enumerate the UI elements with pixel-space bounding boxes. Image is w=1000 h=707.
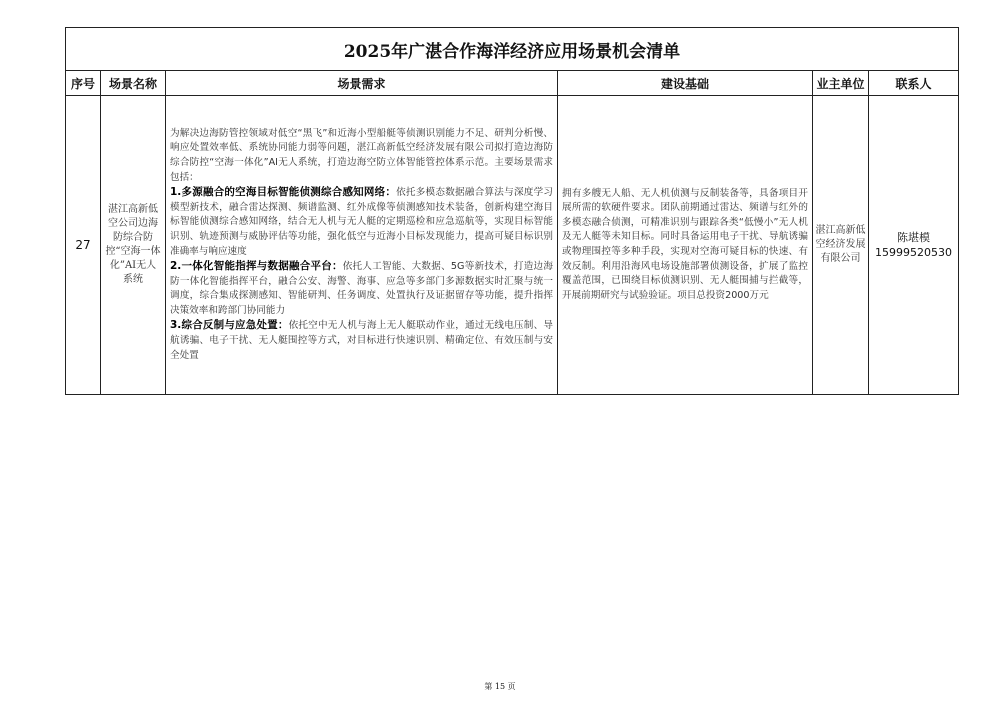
requirement-text: 依托空中无人机与海上无人艇联动作业，通过无线电压制、导航诱骗、电子干扰、无人艇围控等方式，对目标进行快速识别、精确定位、有效压制与安全处置: [170, 320, 553, 361]
row-basis: 拥有多艘无人船、无人机侦测与反制装备等，具备项目开展所需的软硬件要求。团队前期通过雷达、频谱与红外的多模态融合侦测，可精准识别与跟踪各类“低慢小”无人机及无人艇等未知目标。同时具备运用电子干扰、导航诱骗或物理围控等多种手段，实现对空海可疑目标的快速、有效反制。利用沿海风电场设施部署侦测设备，扩展了监控覆盖范围，已围绕目标侦测识别、无人艇围捕与拦截等，开展前期研究与试验验证。项目总投资2000万元: [558, 96, 813, 395]
requirement-item: [170, 259, 553, 318]
header-contact: 联系人: [869, 71, 959, 96]
requirement-heading: 2.一体化智能指挥与数据融合平台：: [170, 260, 343, 273]
scenario-table: [65, 27, 959, 395]
header-basis: 建设基础: [558, 71, 813, 96]
row-contact: [869, 96, 959, 395]
page-number: 第 15 页: [484, 682, 516, 691]
requirement-text: 依托多模态数据融合算法与深度学习模型新技术，融合雷达探测、频谱监测、红外成像等侦测感知技术装备，创新构建空海目标智能侦测综合感知网络，结合无人机与无人艇的定期巡检和应急巡航等，实现目标智能识别、轨迹预测与威胁评估等功能，强化低空与近海小目标发现能力，提高可疑目标识别准确率与响应速度: [170, 187, 554, 257]
header-owner: 业主单位: [813, 71, 869, 96]
requirement-intro: 为解决边海防管控领域对低空“黑飞”和近海小型船艇等侦测识别能力不足、研判分析慢、响应处置效率低、系统协同能力弱等问题，湛江高新低空经济发展有限公司拟打造边海防综合防控“空海一体化”AI无人系统，打造边海空防立体智能管控体系示范。主要场景需求包括：: [170, 127, 553, 183]
contact-phone: 15999520530: [875, 246, 952, 259]
requirement-item: [170, 318, 553, 363]
row-owner: 湛江高新低空经济发展有限公司: [813, 96, 869, 395]
header-row: [66, 71, 959, 96]
requirement-item: [170, 185, 553, 259]
contact-name: 陈堪模: [897, 231, 930, 244]
requirement-text: 依托人工智能、大数据、5G等新技术，打造边海防一体化智能指挥平台，融合公安、海警、海事、应急等多部门多源数据实时汇聚与统一调度，综合集成探测感知、智能研判、任务调度、处置执行及证据留存等功能，提升指挥决策效率和跨部门协同能力: [170, 261, 553, 316]
header-index: 序号: [66, 71, 101, 96]
table-row: [66, 96, 959, 395]
requirement-heading: 3.综合反制与应急处置：: [170, 319, 289, 332]
header-name: 场景名称: [101, 71, 166, 96]
requirement-heading: 1.多源融合的空海目标智能侦测综合感知网络：: [170, 186, 397, 199]
row-name: 湛江高新低空公司边海防综合防控“空海一体化”AI无人系统: [101, 96, 166, 395]
row-index: 27: [66, 96, 101, 395]
header-requirement: 场景需求: [166, 71, 558, 96]
row-requirement: [166, 96, 558, 395]
table-title: 2025年广湛合作海洋经济应用场景机会清单: [66, 28, 959, 71]
